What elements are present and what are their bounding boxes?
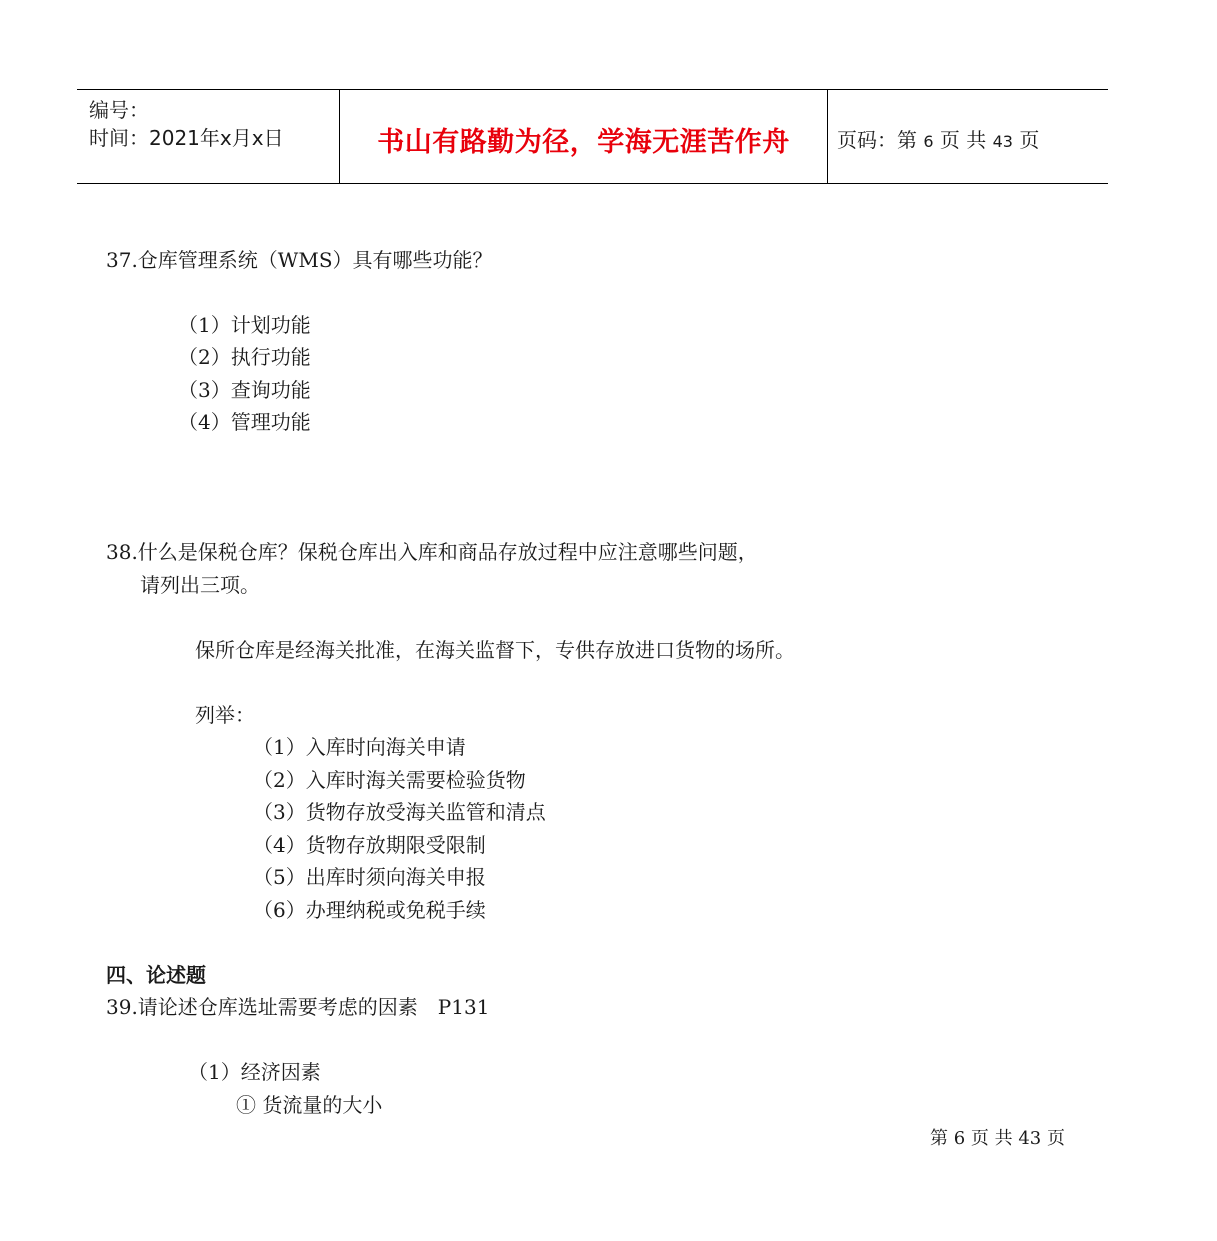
header-page-indicator <box>837 124 1039 153</box>
q38-item-2: （2）入库时海关需要检验货物 <box>253 768 526 792</box>
q37-item-3: （3）查询功能 <box>178 378 311 402</box>
header-page-cell <box>827 90 1108 183</box>
page-total: 43 <box>992 132 1013 151</box>
q38-item-5: （5）出库时须向海关申报 <box>253 865 486 889</box>
header-number-label: 编号： <box>89 98 149 122</box>
header-meta-cell <box>77 90 339 183</box>
page-footer: 第 6 页 共 43 页 <box>930 1128 1065 1149</box>
q39-subsub-1: ① 货流量的大小 <box>236 1093 383 1117</box>
header-motto-cell <box>339 90 828 183</box>
q37-item-1: （1）计划功能 <box>178 313 311 337</box>
page-suffix: 页 <box>1019 128 1040 152</box>
header-motto: 书山有路勤为径，学海无涯苦作舟 <box>377 127 790 158</box>
page-prefix: 页码：第 <box>837 128 917 152</box>
q38-list-label: 列举： <box>195 703 255 727</box>
page-mid: 页 共 <box>939 128 987 152</box>
page-current: 6 <box>923 132 934 151</box>
question-37: 37.仓库管理系统（WMS）具有哪些功能？ <box>106 248 493 272</box>
q37-item-4: （4）管理功能 <box>178 410 311 434</box>
question-38-line-2: 请列出三项。 <box>140 573 260 597</box>
q38-answer: 保所仓库是经海关批准，在海关监督下，专供存放进口货物的场所。 <box>195 638 795 662</box>
q38-item-6: （6）办理纳税或免税手续 <box>253 898 486 922</box>
q38-item-3: （3）货物存放受海关监管和清点 <box>253 800 546 824</box>
q38-item-1: （1）入库时向海关申请 <box>253 735 466 759</box>
q37-item-2: （2）执行功能 <box>178 345 311 369</box>
q39-sub-1: （1）经济因素 <box>188 1060 321 1084</box>
q38-item-4: （4）货物存放期限受限制 <box>253 833 486 857</box>
page-header <box>77 89 1108 184</box>
header-time-label: 时间：2021年x月x日 <box>89 126 284 150</box>
question-38-line-1: 38.什么是保税仓库？保税仓库出入库和商品存放过程中应注意哪些问题， <box>106 540 758 564</box>
section-4-heading: 四、论述题 <box>106 963 206 987</box>
question-39: 39.请论述仓库选址需要考虑的因素 P131 <box>106 995 490 1019</box>
